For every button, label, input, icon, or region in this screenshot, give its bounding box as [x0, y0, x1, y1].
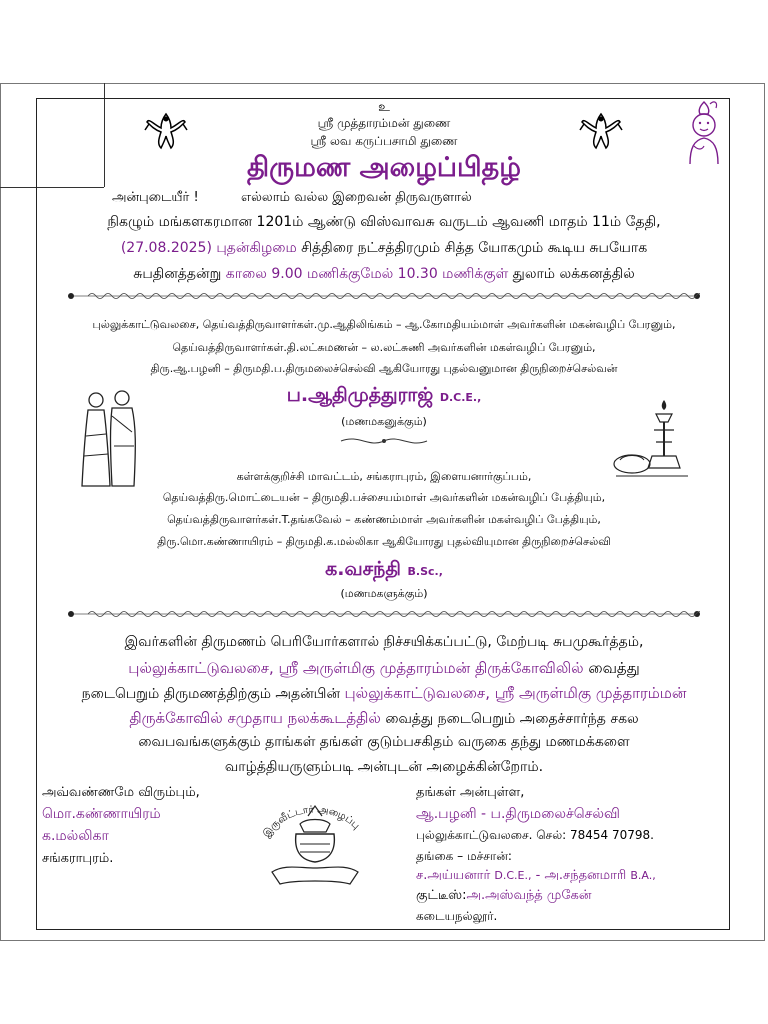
bride-degree: B.Sc.,: [407, 565, 443, 578]
deity-line-1: ஸ்ரீ முத்தாரம்மன் துணை: [317, 116, 451, 130]
temple-venue: புல்லுக்காட்டுவலசை, ஸ்ரீ அருள்மிகு முத்தாரம்மன் திருக்கோவிலில்: [128, 659, 584, 677]
sibling-a-degree: D.C.E.,: [494, 869, 532, 882]
sibling-b-degree: B.A.,: [630, 869, 656, 882]
body-line-3-start: நடைபெறும் திருமணத்திற்கும் அதன்பின்: [81, 686, 345, 702]
intro-line-3-end: துலாம் லக்கனத்தில்: [508, 266, 635, 282]
hall-venue-part-1: புல்லுக்காட்டுவலசை, ஸ்ரீ அருள்மிகு முத்தாரம்மன்: [344, 684, 687, 702]
greeting: அன்புடையீர் !: [112, 190, 199, 205]
kids-name: அ.அஸ்வந்த் முகேன்: [466, 888, 592, 903]
bride-father-name: மொ.கண்ணாயிரம்: [42, 806, 161, 822]
groom-line-1: புல்லுக்காட்டுவலசை, தெய்வத்திருவாளர்கள்.மு.ஆதிலிங்கம் – ஆ.கோமதியம்மாள் அவர்களின் மகன்வழிப் பேரனும்,: [92, 318, 676, 331]
bride-line-2: தெய்வத்திரு.மொட்டையன் – திருமதி.பச்சையம்மாள் அவர்களின் மகன்வழிப் பேத்தியும்,: [162, 491, 606, 504]
wedding-date: (27.08.2025) புதன்கிழமை: [120, 240, 297, 256]
sibling-place: கடையநல்லூர்.: [416, 909, 498, 923]
groom-role: (மணமகனுக்கும்): [341, 415, 427, 428]
body-line-1: இவர்களின் திருமணம் பெரியோர்களால் நிச்சயிக்கப்பட்டு, மேற்படி சுபமுகூர்த்தம்,: [124, 634, 644, 650]
intro-line-3: [0, 266, 768, 284]
hall-venue-part-2: திருக்கோவில் சமுதாய நலக்கூடத்தில்: [129, 709, 381, 727]
ornamental-divider: [68, 288, 700, 304]
sibling-a-name: ச.அய்யனார்: [416, 868, 495, 883]
muhurtham-time: காலை 9.00 மணிக்குமேல் 10.30 மணிக்குள்: [225, 266, 509, 282]
body-line-4-end: வைத்து நடைபெறும் அதைச்சார்ந்த சகல: [380, 711, 639, 727]
bride-name-text: க.வசந்தி: [325, 558, 401, 580]
groom-line-3: திரு.ஆ.பழனி – திருமதி.ப.திருமலைச்செல்வி ஆகியோரது புதல்வனுமான திருநிறைச்செல்வன்: [150, 362, 618, 375]
sibling-names: [416, 868, 656, 884]
groom-name-text: ப.ஆதிமுத்துராஜ்: [286, 384, 434, 406]
kids-label: குட்டீஸ்:: [416, 888, 467, 903]
footer-left-heading: அவ்வண்ணமே விரும்பும்,: [42, 785, 200, 800]
body-line-2: [0, 659, 768, 679]
body-line-3: [0, 684, 768, 704]
intro-line-2: [0, 240, 768, 258]
ornamental-divider: [68, 606, 700, 622]
invitation-title: திருமண அழைப்பிதழ்: [247, 152, 521, 183]
bride-role: (மணமகளுக்கும்): [340, 587, 428, 600]
bride-name: [0, 558, 768, 583]
deity-line-2: ஸ்ரீ லவ கருப்பசாமி துணை: [310, 134, 458, 148]
emblem-arc-text: இருவீட்டார் அழைப்பு: [261, 804, 362, 840]
contact-line: புல்லுக்காட்டுவலசை. செல்: 78454 70798.: [416, 828, 654, 842]
kalasam-icon: [250, 794, 380, 894]
bride-line-4: திரு.மொ.கண்ணாயிரம் – திருமதி.க.மல்லிகா ஆகியோரது புதல்வியுமான திருநிறைச்செல்வி: [157, 535, 611, 548]
pillaiyar-suzhi: உ: [378, 100, 390, 115]
body-line-6: வாழ்த்தியருளும்படி அன்புடன் அழைக்கின்றோம்.: [224, 759, 544, 775]
footer-right-heading: தங்கள் அன்புள்ள,: [416, 785, 525, 800]
body-line-2-end: வைத்து: [583, 659, 640, 677]
groom-degree: D.C.E.,: [439, 391, 482, 404]
garuda-icon: [143, 108, 189, 154]
sibling-b-name: - அ.சந்தனமாரி: [531, 868, 631, 883]
garuda-icon: [578, 108, 624, 154]
groom-line-2: தெய்வத்திருவாளர்கள்.தி.லட்சுமணன் – ல.லட்சுணி அவர்களின் மகள்வழிப் பேரனும்,: [172, 341, 596, 354]
bride-place: சங்கராபுரம்.: [42, 851, 114, 866]
intro-line-2-rest: சித்திரை நட்சத்திரமும் சித்த யோகமும் கூடிய சுபயோக: [296, 240, 648, 256]
body-line-4: [0, 709, 768, 729]
bride-line-3: தெய்வத்திருவாளர்கள்.T.தங்கவேல் – கண்ணம்மாள் அவர்களின் மகள்வழிப் பேத்தியும்,: [167, 513, 601, 526]
kids-line: [416, 888, 591, 904]
intro-line-3-start: சுபதினத்தன்று: [133, 266, 226, 282]
sibling-relation: தங்கை – மச்சான்:: [416, 849, 512, 863]
groom-parents-names: ஆ.பழனி - ப.திருமலைச்செல்வி: [416, 806, 620, 822]
bride-line-1: கள்ளக்குறிச்சி மாவட்டம், சங்கராபுரம், இளையனார்குப்பம்,: [236, 470, 532, 483]
blessing: எல்லாம் வல்ல இறைவன் திருவருளால்: [241, 190, 472, 205]
body-line-5: வைபவங்களுக்கும் தாங்கள் தங்கள் குடும்பசகிதம் வருகை தந்து மணமக்களை: [138, 734, 630, 750]
intro-line-1: நிகழும் மங்களகரமான 1201ம் ஆண்டு விஸ்வாவசு வருடம் ஆவணி மாதம் 11ம் தேதி,: [107, 214, 661, 230]
flourish-ornament: [339, 434, 429, 448]
bride-mother-name: க.மல்லிகா: [42, 828, 109, 844]
